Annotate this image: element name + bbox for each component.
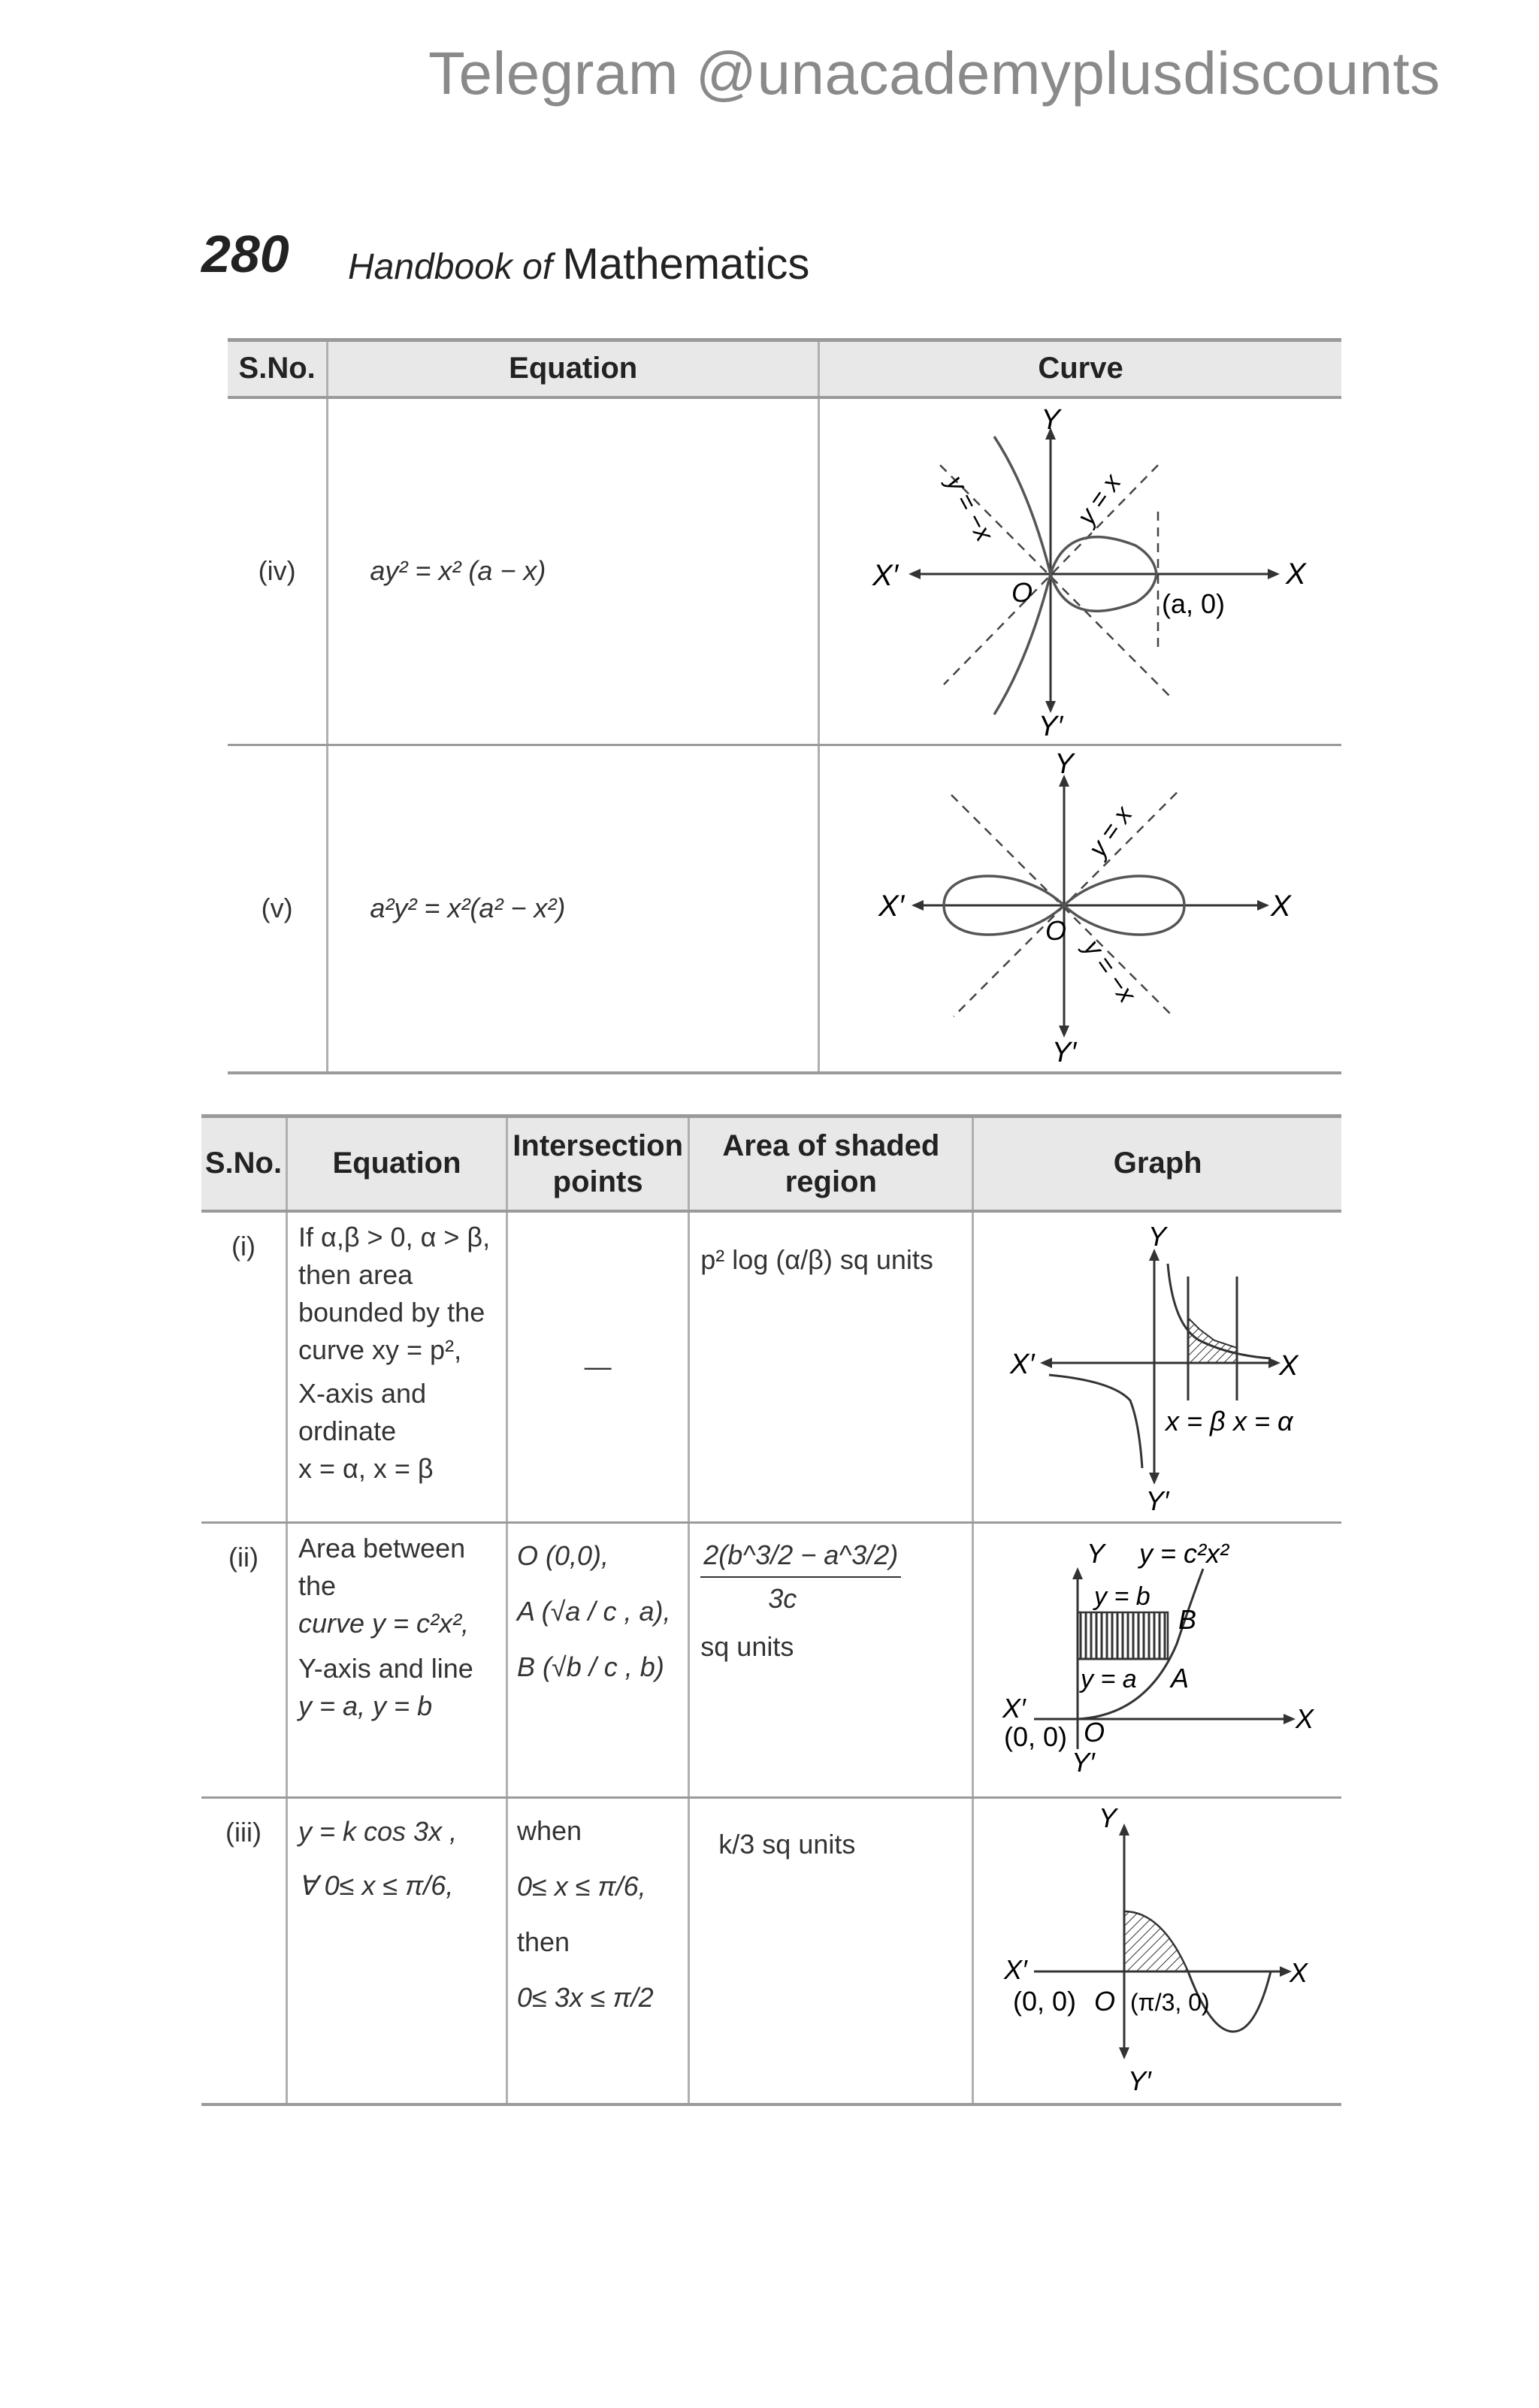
area-cell: p² log (α/β) sq units xyxy=(689,1211,973,1523)
graph-iii xyxy=(974,1799,1340,2096)
area-table xyxy=(201,1114,1341,2106)
header-intersection: Intersection points xyxy=(507,1116,689,1211)
axis-label-xp: X′ xyxy=(872,558,899,592)
table-row xyxy=(201,1211,1341,1523)
header-curve: Curve xyxy=(819,340,1341,397)
axis-label-yp: Y′ xyxy=(1128,2065,1152,2096)
graph-cell xyxy=(973,1522,1341,1797)
intersection-cell: O (0,0), A (√a / c , a), B (√b / c , b) xyxy=(507,1522,689,1797)
axis-label-y: Y xyxy=(1148,1220,1167,1252)
graph-cell xyxy=(973,1211,1341,1523)
axis-label-xp: X′ xyxy=(1002,1692,1027,1724)
curves-table xyxy=(228,338,1341,1074)
sno-cell: (iv) xyxy=(228,397,328,745)
point-label: (π/3, 0) xyxy=(1130,1988,1211,2016)
header-sno: S.No. xyxy=(201,1116,287,1211)
curve-iv-graph xyxy=(820,399,1340,737)
ordinate-label-beta: x = β xyxy=(1166,1405,1226,1437)
point-label-b: B xyxy=(1178,1603,1197,1635)
line-label-b: y = b xyxy=(1094,1582,1151,1611)
equation-cell: y = k cos 3x , ∀ 0≤ x ≤ π/6, xyxy=(287,1797,507,2104)
axis-label-yp: Y′ xyxy=(1038,710,1063,737)
table-row xyxy=(228,397,1341,745)
axis-label-x: X xyxy=(1286,557,1306,591)
graph-cell xyxy=(973,1797,1341,2104)
graph-ii xyxy=(974,1524,1340,1790)
origin-label: O xyxy=(1084,1716,1105,1748)
page-number: 280 xyxy=(201,225,289,283)
header-equation: Equation xyxy=(287,1116,507,1211)
axis-label-xp: X′ xyxy=(1010,1348,1035,1380)
watermark: Telegram @unacademyplusdiscounts xyxy=(428,40,1441,107)
table-row xyxy=(201,1797,1341,2104)
equation-cell: Area between the curve y = c²x², Y-axis and line y = a, y = b xyxy=(287,1522,507,1797)
page-title: Handbook of Mathematics xyxy=(348,240,810,289)
area-cell: k/3 sq units xyxy=(689,1797,973,2104)
header-equation: Equation xyxy=(328,340,819,397)
ordinate-label-alpha: x = α xyxy=(1233,1405,1293,1437)
sno-cell: (iii) xyxy=(201,1797,287,2104)
axis-label-x: X xyxy=(1290,1956,1308,1988)
curve-cell xyxy=(819,397,1341,745)
axis-label-xp: X′ xyxy=(1004,1953,1028,1985)
header-sno: S.No. xyxy=(228,340,328,397)
axis-label-y: Y xyxy=(1099,1802,1117,1833)
sno-cell: (ii) xyxy=(201,1522,287,1797)
origin-coords: (0, 0) xyxy=(1013,1985,1077,2017)
curve-cell xyxy=(819,745,1341,1073)
axis-label-x: X xyxy=(1296,1703,1314,1734)
header-graph: Graph xyxy=(973,1116,1341,1211)
equation-cell: If α,β > 0, α > β, then area bounded by the curve xy = p², X-axis and ordinate x = α, x = β xyxy=(287,1211,507,1523)
line-label-a: y = a xyxy=(1081,1664,1138,1693)
line-label-y-eq-neg-x: y = −x xyxy=(940,470,999,546)
sno-cell: (v) xyxy=(228,745,328,1073)
axis-label-y: Y xyxy=(1087,1537,1105,1569)
sno-cell: (i) xyxy=(201,1211,287,1523)
axis-label-xp: X′ xyxy=(878,889,905,923)
axis-label-x: X xyxy=(1279,1349,1299,1382)
table-row xyxy=(201,1522,1341,1797)
point-label-a: A xyxy=(1171,1662,1190,1693)
curve-v-graph xyxy=(820,746,1340,1065)
axis-label-yp: Y′ xyxy=(1145,1485,1169,1515)
axis-label-x: X xyxy=(1271,889,1291,923)
equation-cell: ay² = x² (a − x) xyxy=(328,397,819,745)
line-label-y-eq-x: y = x xyxy=(1083,800,1138,863)
curve-label: y = c²x² xyxy=(1139,1537,1229,1569)
axis-label-y: Y xyxy=(1054,748,1074,780)
origin-coords: (0, 0) xyxy=(1004,1721,1068,1752)
line-label-y-eq-neg-x: y = −x xyxy=(1078,934,1141,1008)
origin-label: O xyxy=(1011,576,1033,608)
point-label: (a, 0) xyxy=(1162,588,1226,619)
graph-i xyxy=(974,1213,1340,1515)
origin-label: O xyxy=(1094,1985,1116,2017)
line-label-y-eq-x: y = x xyxy=(1072,468,1127,530)
axis-label-y: Y xyxy=(1041,403,1060,436)
table-row xyxy=(228,745,1341,1073)
equation-cell: a²y² = x²(a² − x²) xyxy=(328,745,819,1073)
intersection-cell: when 0≤ x ≤ π/6, then 0≤ 3x ≤ π/2 xyxy=(507,1797,689,2104)
area-cell: 2(b^3/2 − a^3/2) 3c sq units xyxy=(689,1522,973,1797)
origin-label: O xyxy=(1045,914,1067,946)
axis-label-yp: Y′ xyxy=(1051,1036,1077,1065)
axis-label-yp: Y′ xyxy=(1072,1746,1096,1778)
header-area: Area of shaded region xyxy=(689,1116,973,1211)
intersection-cell: — xyxy=(507,1211,689,1523)
